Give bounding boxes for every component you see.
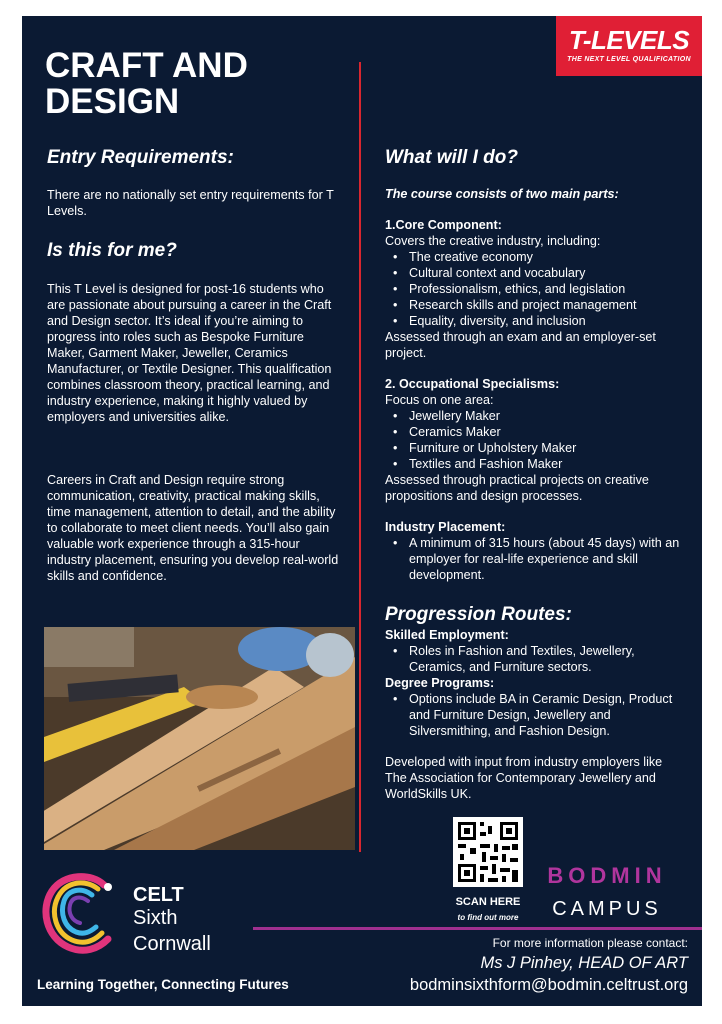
skilled-employment-list [385, 643, 685, 675]
course-details [385, 186, 685, 583]
logo-text-celt: CELT [133, 884, 184, 906]
course-intro: The course consists of two main parts: [385, 187, 619, 201]
degree-programs-title: Degree Programs: [385, 676, 495, 690]
list-item: • Cultural context and vocabulary [409, 265, 685, 281]
occupational-specialisms-assessment: Assessed through practical projects on creative propositions and design processes. [385, 473, 649, 503]
core-component-list [385, 249, 685, 329]
list-item: • Ceramics Maker [409, 424, 685, 440]
woodwork-photo [44, 627, 355, 850]
industry-placement-list [385, 535, 685, 583]
occupational-specialisms-lead: Focus on one area: [385, 393, 494, 407]
t-levels-logo-tagline: THE NEXT LEVEL QUALIFICATION [567, 56, 691, 63]
scan-here-subtext: to find out more [457, 913, 519, 922]
degree-programs-list [385, 691, 685, 739]
contact-lead: For more information please contact: [492, 936, 688, 950]
occupational-specialisms-title: 2. Occupational Specialisms: [385, 377, 560, 391]
list-item: • Equality, diversity, and inclusion [409, 313, 685, 329]
list-item: • Roles in Fashion and Textiles, Jewellery, Ceramics, and Furniture sectors. [409, 643, 685, 675]
is-this-for-me-paragraph-1: This T Level is designed for post-16 students who are passionate about pursuing a career in the Craft and Design sector. It’s ideal if you’re aiming to progress into roles such as Bespoke Furniture Maker, Garment Maker, Jeweller, Ceramics Manufacturer, or Textile Designer. This qualification combines classroom theory, practical learning, and industry experience, making it highly valued by employers and universities alike. [47, 282, 332, 424]
core-component-title: 1.Core Component: [385, 218, 502, 232]
scan-here-label: SCAN HERE [455, 896, 521, 908]
list-item: • Textiles and Fashion Maker [409, 456, 685, 472]
list-item: • A minimum of 315 hours (about 45 days) with an employer for real-life experience and skill development. [409, 535, 685, 583]
footer-tagline: Learning Together, Connecting Futures [37, 977, 289, 992]
contact-name: Ms J Pinhey, HEAD OF ART [480, 954, 688, 972]
celt-logo-icon [34, 867, 124, 957]
campus-name: BODMIN [547, 863, 667, 888]
occupational-specialisms-list [385, 408, 685, 472]
page-title: CRAFT AND DESIGN [45, 46, 248, 121]
logo-text-sixth: Sixth [133, 907, 178, 929]
list-item: • Options include BA in Ceramic Design, Product and Furniture Design, Jewellery and Silversmithing, and Fashion Design. [409, 691, 685, 739]
entry-requirements-heading: Entry Requirements: [47, 147, 234, 168]
t-levels-logo-name: T-LEVELS [568, 25, 690, 55]
campus-label: CAMPUS [552, 898, 662, 920]
list-item: • Jewellery Maker [409, 408, 685, 424]
skilled-employment-title: Skilled Employment: [385, 628, 509, 642]
list-item: • Professionalism, ethics, and legislation [409, 281, 685, 297]
entry-requirements-text: There are no nationally set entry requirements for T Levels. [47, 188, 334, 218]
is-this-for-me-heading: Is this for me? [47, 240, 177, 261]
core-component-assessment: Assessed through an exam and an employer-set project. [385, 330, 656, 360]
developed-with-text: Developed with input from industry employers like The Association for Contemporary Jewellery and WorldSkills UK. [385, 755, 663, 801]
core-component-lead: Covers the creative industry, including: [385, 234, 601, 248]
what-will-i-do-heading: What will I do? [385, 147, 518, 168]
qr-code[interactable] [453, 817, 523, 887]
list-item: • Research skills and project management [409, 297, 685, 313]
logo-text-cornwall: Cornwall [133, 933, 211, 955]
progression-routes-heading: Progression Routes: [385, 604, 572, 625]
progression-details [385, 627, 685, 802]
poster-page [22, 16, 702, 1006]
list-item: • The creative economy [409, 249, 685, 265]
footer-divider [253, 927, 702, 930]
is-this-for-me-paragraph-2: Careers in Craft and Design require strong communication, creativity, practical making skills, time management, attention to detail, and the ability to collaborate to meet client needs. You’ll also gain valuable work experience through a 315-hour industry placement, ensuring you develop real-world skills and confidence. [47, 473, 339, 583]
contact-email[interactable]: bodminsixthform@bodmin.celtrust.org [409, 976, 688, 994]
list-item: • Furniture or Upholstery Maker [409, 440, 685, 456]
column-divider [359, 62, 361, 852]
t-levels-logo [556, 16, 702, 76]
industry-placement-title: Industry Placement: [385, 520, 506, 534]
